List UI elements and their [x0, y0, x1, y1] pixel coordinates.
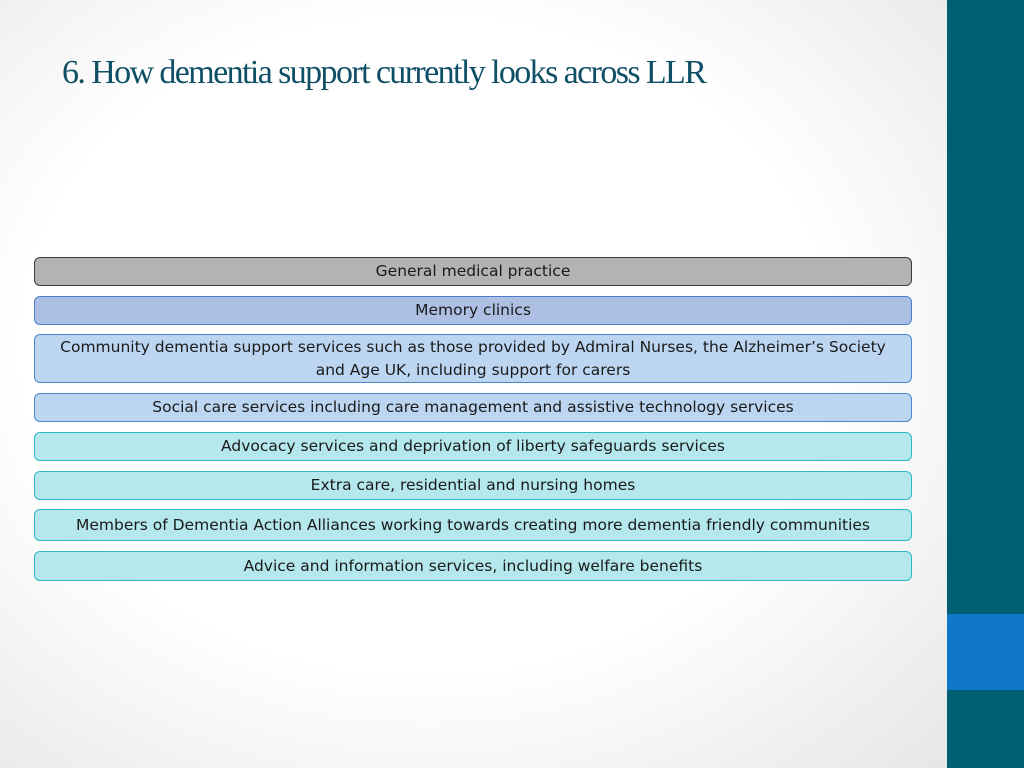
service-dementia-action-alliances: Members of Dementia Action Alliances working towards creating more dementia friendly communities	[34, 509, 912, 541]
service-general-medical-practice: General medical practice	[34, 257, 912, 286]
service-community-dementia-support: Community dementia support services such as those provided by Admiral Nurses, the Alzheimer’s Society and Age UK, including support for carers	[34, 334, 912, 383]
service-social-care: Social care services including care management and assistive technology services	[34, 393, 912, 422]
service-extra-care-homes: Extra care, residential and nursing homes	[34, 471, 912, 500]
sidebar-accent-block	[947, 614, 1024, 690]
service-advice-information: Advice and information services, including welfare benefits	[34, 551, 912, 581]
page-title: 6. How dementia support currently looks across LLR	[62, 54, 706, 91]
service-memory-clinics: Memory clinics	[34, 296, 912, 325]
service-advocacy: Advocacy services and deprivation of liberty safeguards services	[34, 432, 912, 461]
